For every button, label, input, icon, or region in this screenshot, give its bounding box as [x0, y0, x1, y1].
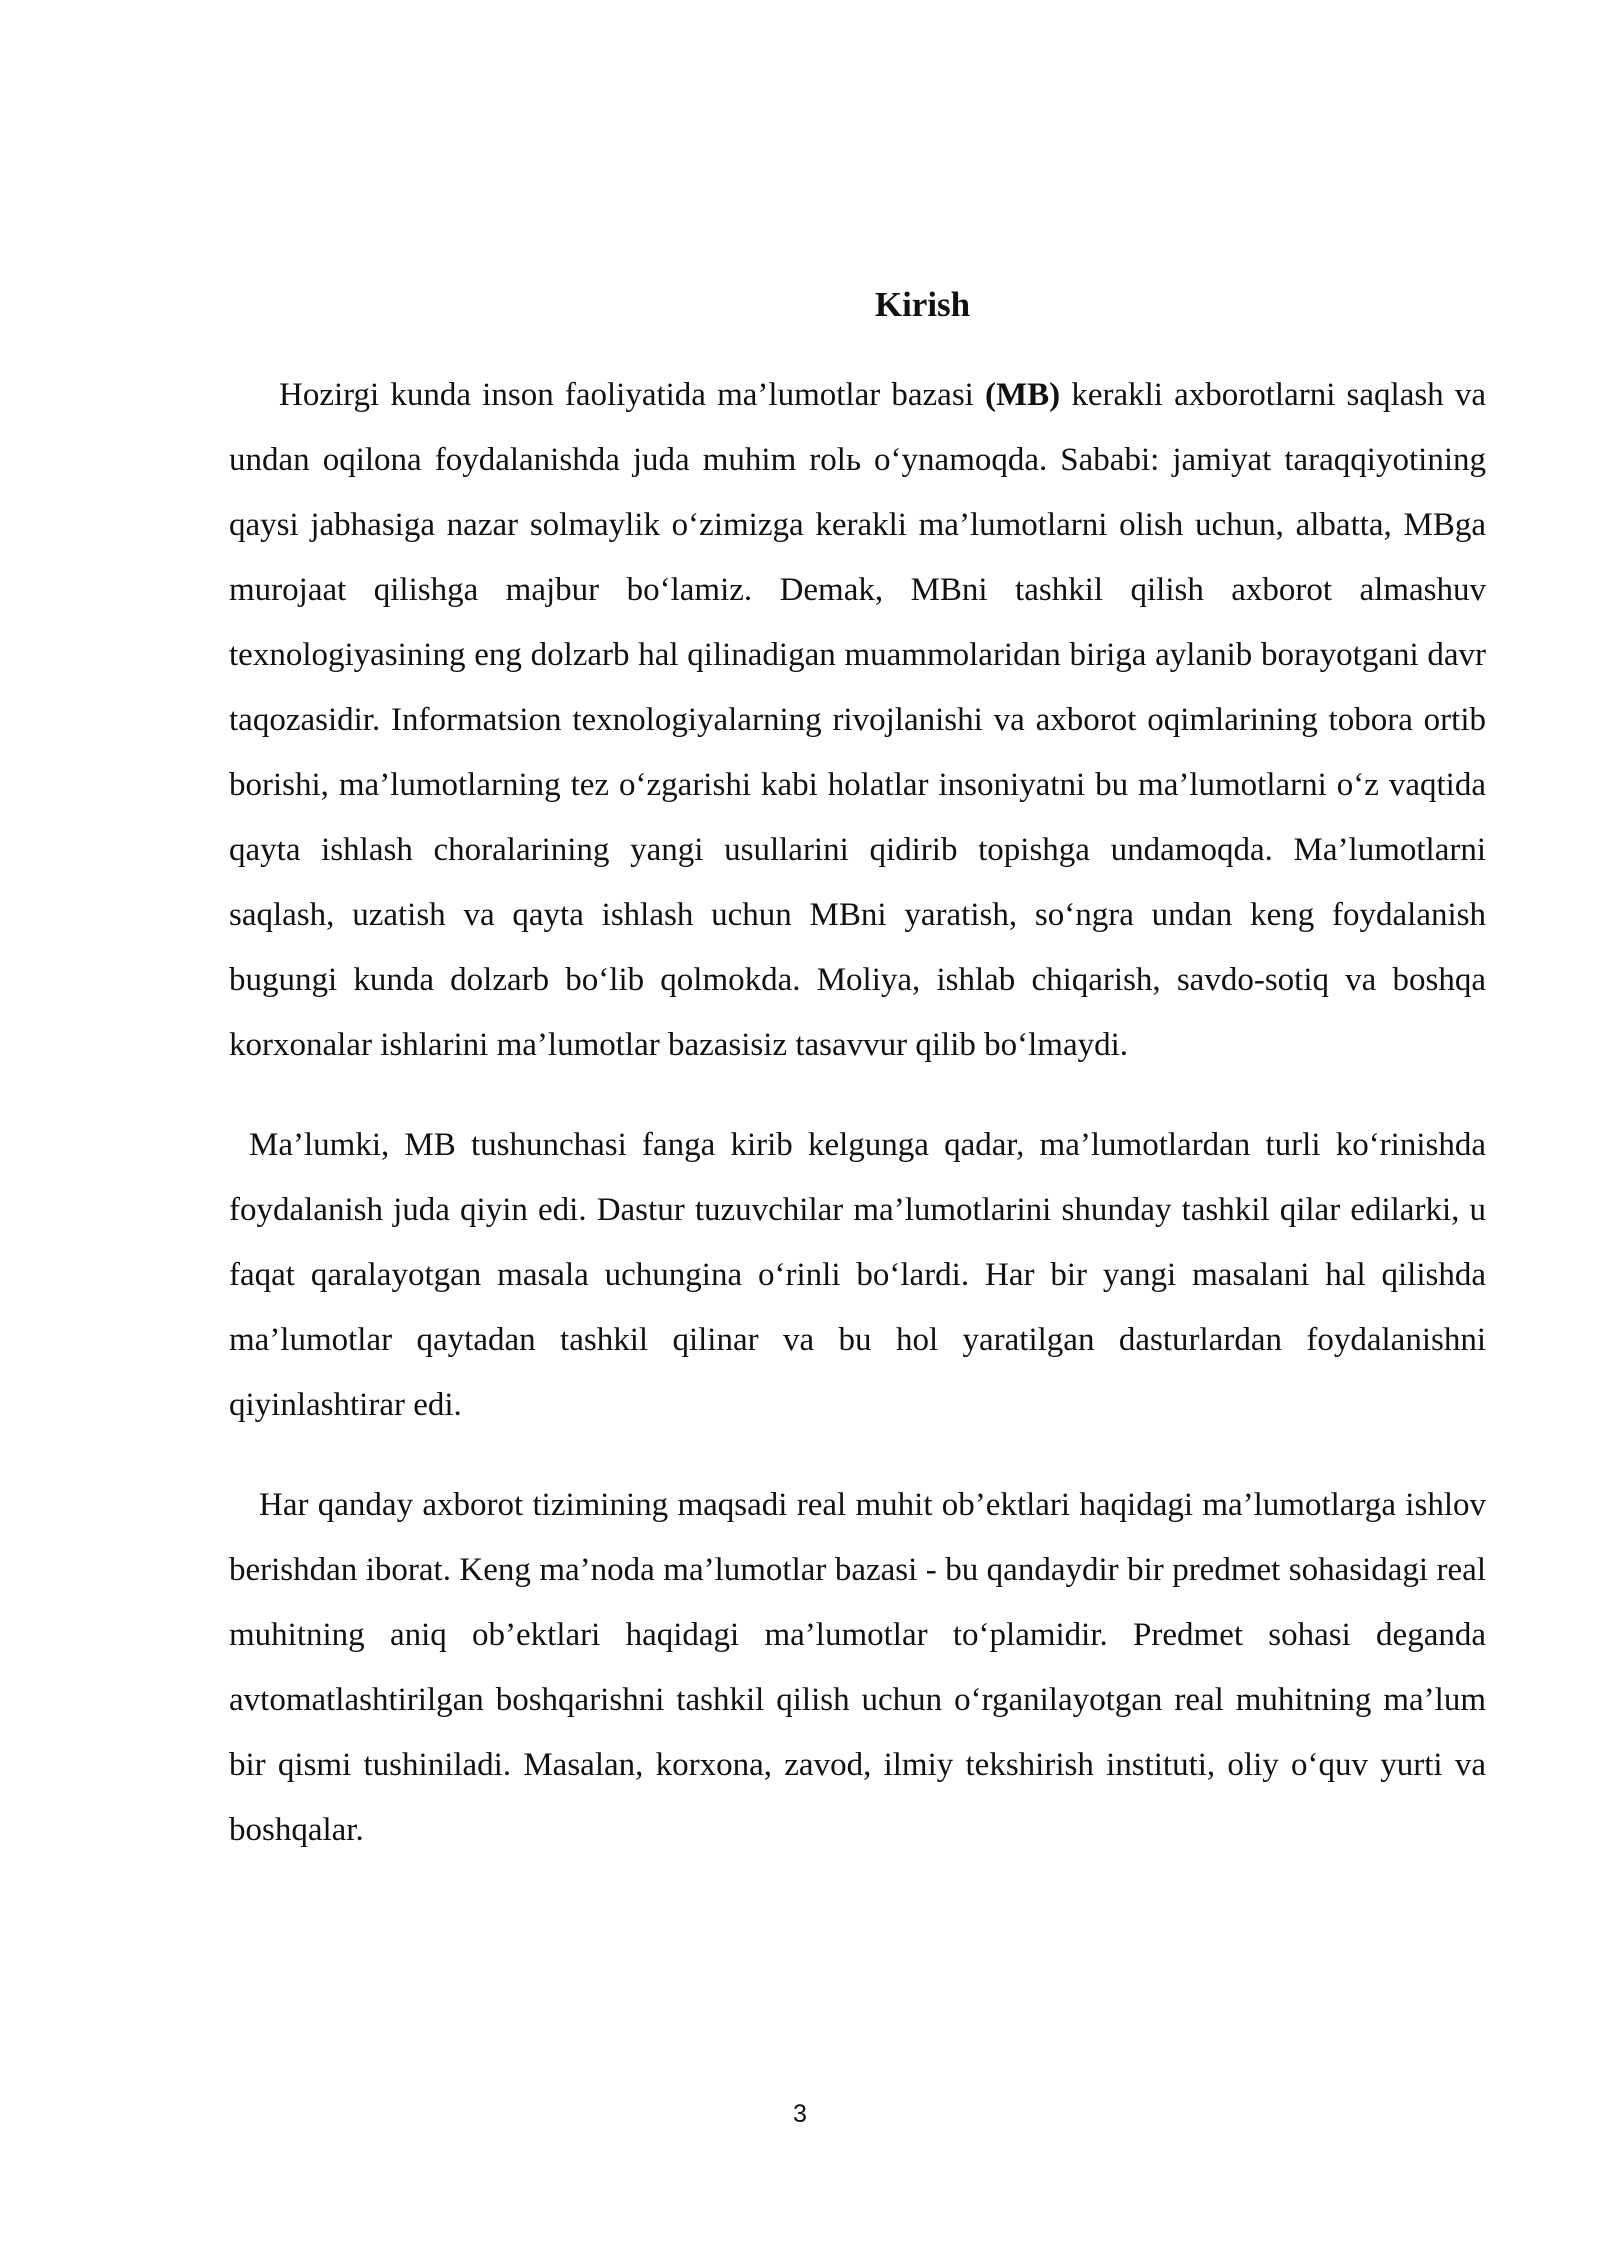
paragraph-intro-start: Hozirgi kunda inson faoliyatida ma’lumotlar bazasi	[279, 377, 986, 413]
paragraph-intro-rest: kerakli axborotlarni saqlash va undan oqilona foydalanishda juda muhim rolь o‘ynamoqda. Sababi: jamiyat taraqqiyotining qaysi jabhasiga nazar solmaylik o‘zimizga kerakli ma’lumotlarni olish uchun, albatta, MBga murojaat qilishga majbur bo‘lamiz. Demak, MBni tashkil qilish axborot almashuv texnologiyasining eng dolzarb hal qilinadigan muammolaridan biriga aylanib borayotgani davr taqozasidir. Informatsion texnologiyalarning rivojlanishi va axborot oqimlarining tobora ortib borishi, ma’lumotlarning tez o‘zgarishi kabi holatlar insoniyatni bu ma’lumotlarni o‘z vaqtida qayta ishlash choralarining yangi usullarini qidirib topishga undamoqda. Ma’lumotlarni saqlash, uzatish va qayta ishlash uchun MBni yaratish, so‘ngra undan keng foydalanish bugungi kunda dolzarb bo‘lib qolmokda. Moliya, ishlab chiqarish, savdo-sotiq va boshqa korxonalar ishlarini ma’lumotlar bazasisiz tasavvur qilib bo‘lmaydi.	[229, 377, 1486, 1063]
section-title: Kirish	[874, 285, 971, 324]
paragraph-intro	[229, 363, 1486, 1078]
page-content	[229, 272, 1486, 1898]
paragraph-definition: Har qanday axborot tizimining maqsadi real muhit ob’ektlari haqidagi ma’lumotlarga ishlov berishdan iborat. Keng ma’noda ma’lumotlar bazasi - bu qandaydir bir predmet sohasidagi real muhitning aniq ob’ektlari haqidagi ma’lumotlar to‘plamidir. Predmet sohasi deganda avtomatlashtirilgan boshqarishni tashkil qilish uchun o‘rganilayotgan real muhitning ma’lum bir qismi tushiniladi. Masalan, korxona, zavod, ilmiy tekshirish instituti, oliy o‘quv yurti va boshqalar.	[229, 1487, 1486, 1848]
page-number: 3	[793, 2100, 807, 2128]
paragraph-history: Ma’lumki, MB tushunchasi fanga kirib kelgunga qadar, ma’lumotlardan turli ko‘rinishda foydalanish juda qiyin edi. Dastur tuzuvchilar ma’lumotlarini shunday tashkil qilar edilarki, u faqat qaralayotgan masala uchungina o‘rinli bo‘lardi. Har bir yangi masalani hal qilishda ma’lumotlar qaytadan tashkil qilinar va bu hol yaratilgan dasturlardan foydalanishni qiyinlashtirar edi.	[229, 1127, 1486, 1423]
mb-abbreviation: (MB)	[985, 377, 1061, 413]
